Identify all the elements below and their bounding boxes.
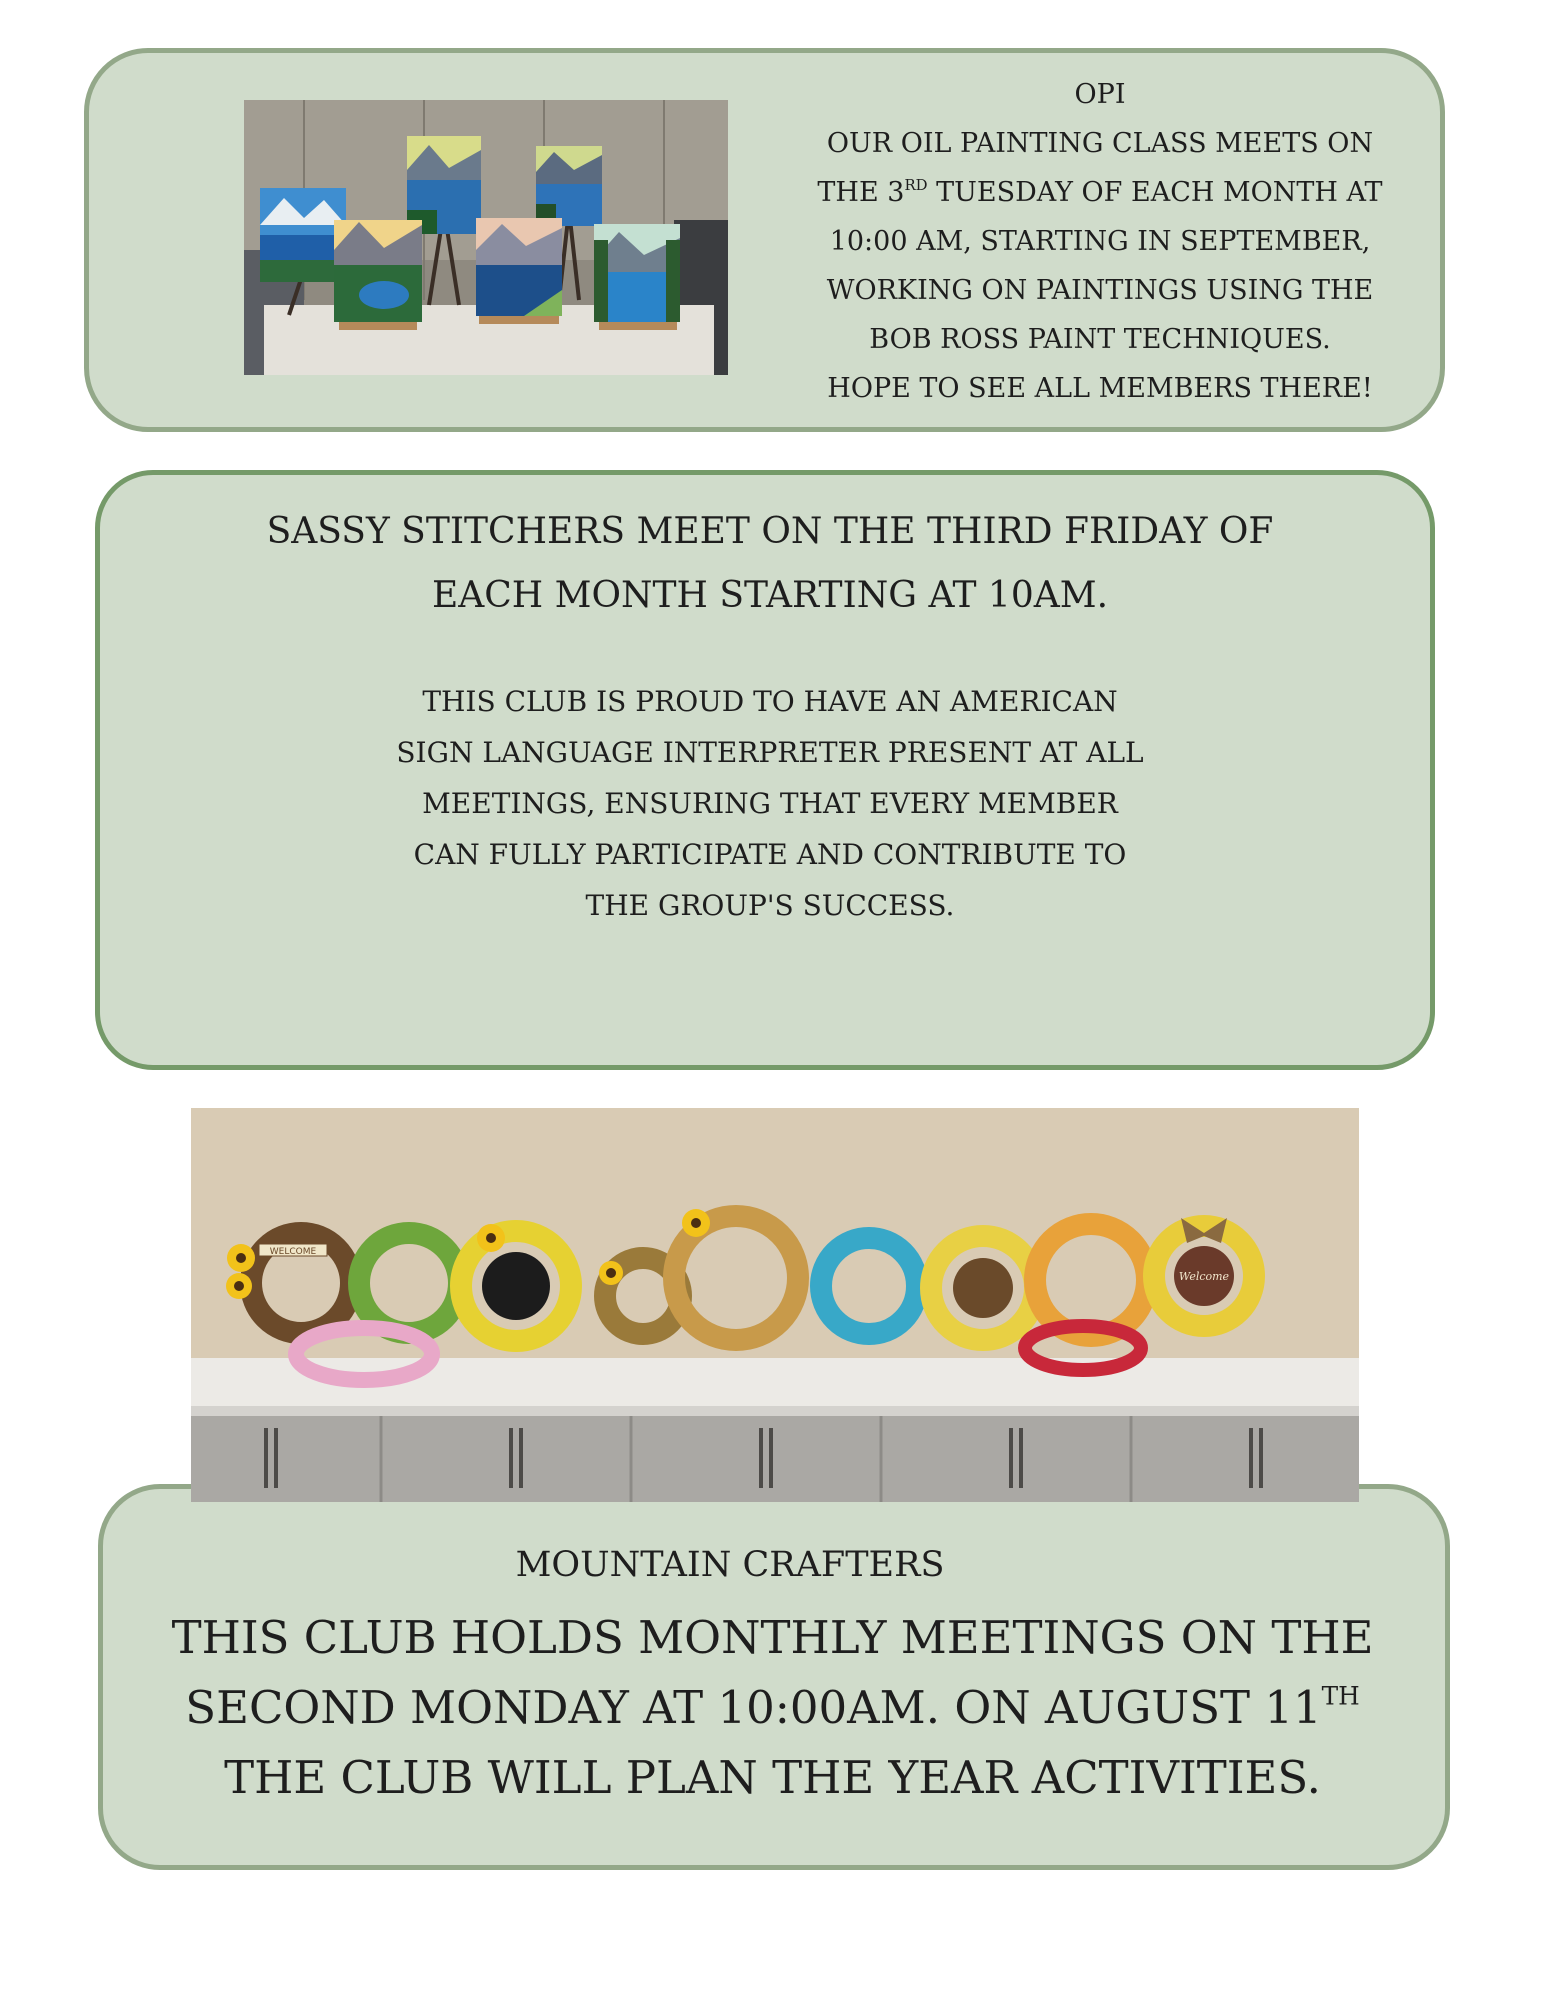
sassy-heading-line: EACH MONTH STARTING AT 10AM.: [431, 575, 1109, 616]
crafters-body-line: THIS CLUB HOLDS MONTHLY MEETINGS ON THE: [171, 1611, 1374, 1664]
opi-line: BOB ROSS PAINT TECHNIQUES.: [869, 324, 1331, 355]
sassy-body-line: SIGN LANGUAGE INTERPRETER PRESENT AT ALL: [396, 736, 1144, 769]
sassy-heading: [180, 500, 1360, 628]
crafters-body: [140, 1603, 1405, 1813]
opi-line: OUR OIL PAINTING CLASS MEETS ON: [826, 128, 1374, 159]
sassy-body-line: CAN FULLY PARTICIPATE AND CONTRIBUTE TO: [413, 838, 1127, 871]
crafters-body-line: THE CLUB WILL PLAN THE YEAR ACTIVITIES.: [224, 1751, 1321, 1804]
opi-line: WORKING ON PAINTINGS USING THE: [826, 275, 1374, 306]
crafters-title: MOUNTAIN CRAFTERS: [515, 1545, 945, 1585]
sassy-body-line: MEETINGS, ENSURING THAT EVERY MEMBER: [422, 787, 1118, 820]
sassy-heading-line: SASSY STITCHERS MEET ON THE THIRD FRIDAY OF: [266, 511, 1274, 552]
opi-line: HOPE TO SEE ALL MEMBERS THERE!: [827, 373, 1373, 404]
opi-title: OPI: [1074, 79, 1126, 110]
sassy-body-line: THIS CLUB IS PROUD TO HAVE AN AMERICAN: [422, 685, 1118, 718]
oil-paintings-photo: [244, 100, 728, 375]
opi-description: [770, 70, 1430, 413]
wreath-sign-welcome-script: Welcome: [1178, 1270, 1230, 1283]
sassy-body-line: THE GROUP'S SUCCESS.: [585, 889, 955, 922]
opi-line: 10:00 AM, STARTING IN SEPTEMBER,: [829, 226, 1371, 257]
opi-line-schedule: THE 3RD TUESDAY OF EACH MONTH AT: [817, 175, 1383, 208]
crafters-body-line-date: SECOND MONDAY AT 10:00AM. ON AUGUST 11TH: [185, 1681, 1360, 1734]
sassy-body: [330, 676, 1210, 931]
wreath-sign-welcome: WELCOME: [269, 1247, 317, 1257]
wreaths-photo: [191, 1108, 1359, 1502]
